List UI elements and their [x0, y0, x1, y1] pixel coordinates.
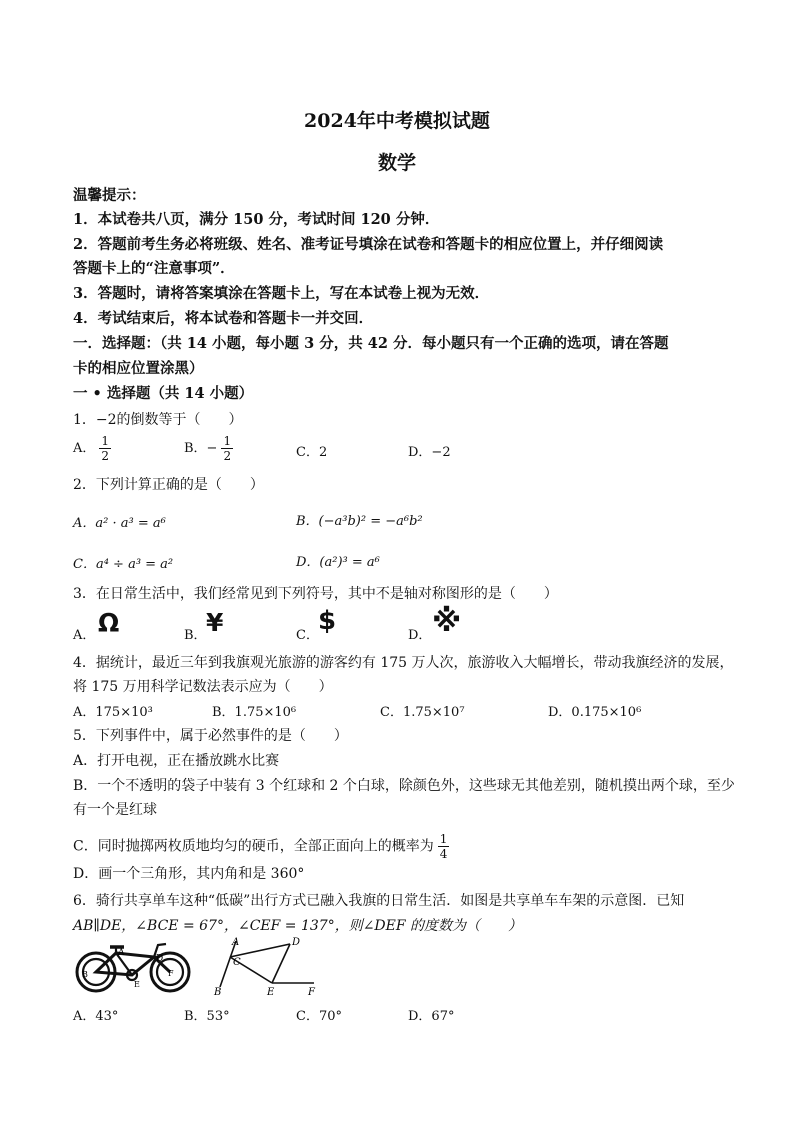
q5-option-d: D．画一个三角形，其内角和是 360°: [73, 866, 305, 882]
fig-label-c: C: [233, 957, 241, 968]
q4-stem-a: 4．据统计，最近三年到我旗观光旅游的游客约有 175 万人次，旅游收入大幅增长，带动我旗经济的发展，: [73, 655, 734, 671]
q1-option-a: [73, 434, 111, 463]
q2-stem: 2．下列计算正确的是（ ）: [73, 477, 264, 493]
q1-a-numerator: 1: [101, 434, 110, 448]
q5-c-numerator: 1: [439, 832, 448, 846]
q1-option-b: [184, 434, 233, 463]
q4-option-c: C．1.75×10⁷: [380, 705, 465, 720]
q4-stem-b: 将 175 万用科学记数法表示应为（ ）: [73, 679, 333, 695]
q1-stem: 1．−2的倒数等于（ ）: [73, 412, 243, 428]
q6-stem-a: 6．骑行共享单车这种“低碳”出行方式已融入我旗的日常生活．如图是共享单车车架的示意图．已知: [73, 893, 685, 909]
section-subheading: 一 • 选择题（共 14 小题）: [73, 385, 254, 402]
subject-title: 数学: [377, 152, 416, 174]
q5-option-b-b: 有一个是红球: [73, 802, 157, 818]
yen-symbol: ¥: [206, 608, 224, 637]
q5-option-c-fraction: [438, 832, 450, 861]
note-3: 3．答题时，请将答案填涂在答题卡上，写在本试卷上视为无效．: [73, 285, 490, 302]
q3-option-d-label: D．: [408, 628, 432, 643]
q4-option-d: D．0.175×10⁶: [548, 705, 642, 720]
bike-label-d: D: [156, 954, 164, 964]
exam-title: 2024年中考模拟试题: [304, 110, 490, 132]
q6-option-b: B．53°: [184, 1009, 230, 1024]
q1-option-d: D．−2: [408, 445, 451, 460]
q3-option-c-label: C．: [296, 628, 319, 643]
q5-option-a: A．打开电视，正在播放跳水比赛: [73, 753, 280, 769]
q6-option-c: C．70°: [296, 1009, 342, 1024]
q1-option-a-label: A．: [73, 441, 96, 456]
q3-stem: 3．在日常生活中，我们经常见到下列符号，其中不是轴对称图形的是（ ）: [73, 586, 558, 602]
note-4: 4．考试结束后，将本试卷和答题卡一并交回．: [73, 310, 374, 327]
q6-stem-b: AB∥DE，∠BCE = 67°，∠CEF = 137°，则∠DEF 的度数为（ ）: [73, 918, 523, 934]
q3-option-a-label: A．: [73, 628, 96, 643]
q4-option-b: B．1.75×10⁶: [212, 705, 297, 720]
q1-option-a-fraction: [99, 434, 111, 463]
q5-c-denominator: 4: [439, 847, 448, 861]
fig-label-a: A: [232, 937, 240, 948]
bike-label-e: E: [134, 980, 140, 989]
dollar-symbol: $: [318, 606, 337, 636]
q6-option-d: D．67°: [408, 1009, 455, 1024]
section-instructions-a: 一．选择题：（共 14 小题，每小题 3 分，共 42 分．每小题只有一个正确的选项，请在答题: [73, 335, 669, 352]
fig-label-e: E: [267, 987, 275, 997]
section-instructions-b: 卡的相应位置涂黑）: [73, 360, 204, 377]
note-2b: 答题卡上的“注意事项”．: [73, 260, 235, 277]
q3-option-b-label: B．: [184, 628, 207, 643]
reference-mark-symbol: ※: [432, 604, 462, 639]
q4-option-a: A．175×10³: [73, 705, 153, 720]
q5-option-c-text: C．同时抛掷两枚质地均匀的硬币，全部正面向上的概率为: [73, 838, 434, 855]
omega-symbol: Ω: [98, 608, 120, 637]
fig-label-f: F: [308, 987, 315, 997]
q1-b-numerator: 1: [223, 434, 232, 448]
bicycle-drawing: [77, 944, 189, 991]
fig-label-b: B: [214, 987, 222, 997]
bicycle-image: [70, 935, 198, 997]
notes-heading: 温馨提示：: [73, 187, 146, 204]
q2-option-c: C．a⁴ ÷ a³ = a²: [73, 557, 174, 572]
q1-option-c: C．2: [296, 445, 328, 460]
note-1: 1．本试卷共八页，满分 150 分，考试时间 120 分钟．: [73, 211, 440, 228]
note-2a: 2．答题前考生务必将班级、姓名、准考证号填涂在试卷和答题卡的相应位置上，并仔细阅读: [73, 236, 664, 253]
bike-label-a: A: [118, 948, 125, 958]
q1-b-denominator: 2: [223, 449, 232, 463]
q1-option-b-fraction: [221, 434, 233, 463]
q1-a-denominator: 2: [101, 449, 110, 463]
frame-diagram: [206, 935, 330, 997]
bike-label-b: B: [82, 970, 88, 979]
q2-option-b: B．(−a³b)² = −a⁶b²: [296, 514, 423, 529]
bike-label-f: F: [168, 969, 174, 978]
q6-option-a: A．43°: [73, 1009, 119, 1024]
q2-option-a: A．a² · a³ = a⁶: [73, 516, 166, 531]
q2-option-d: D．(a²)³ = a⁶: [296, 555, 380, 570]
fig-label-d: D: [292, 937, 301, 948]
q1-option-b-label: B．−: [184, 441, 218, 456]
q5-option-c: [73, 832, 449, 861]
q5-stem: 5．下列事件中，属于必然事件的是（ ）: [73, 728, 348, 744]
q5-option-b-a: B．一个不透明的袋子中装有 3 个红球和 2 个白球，除颜色外，这些球无其他差别，随机摸出两个球，至少: [73, 778, 735, 794]
